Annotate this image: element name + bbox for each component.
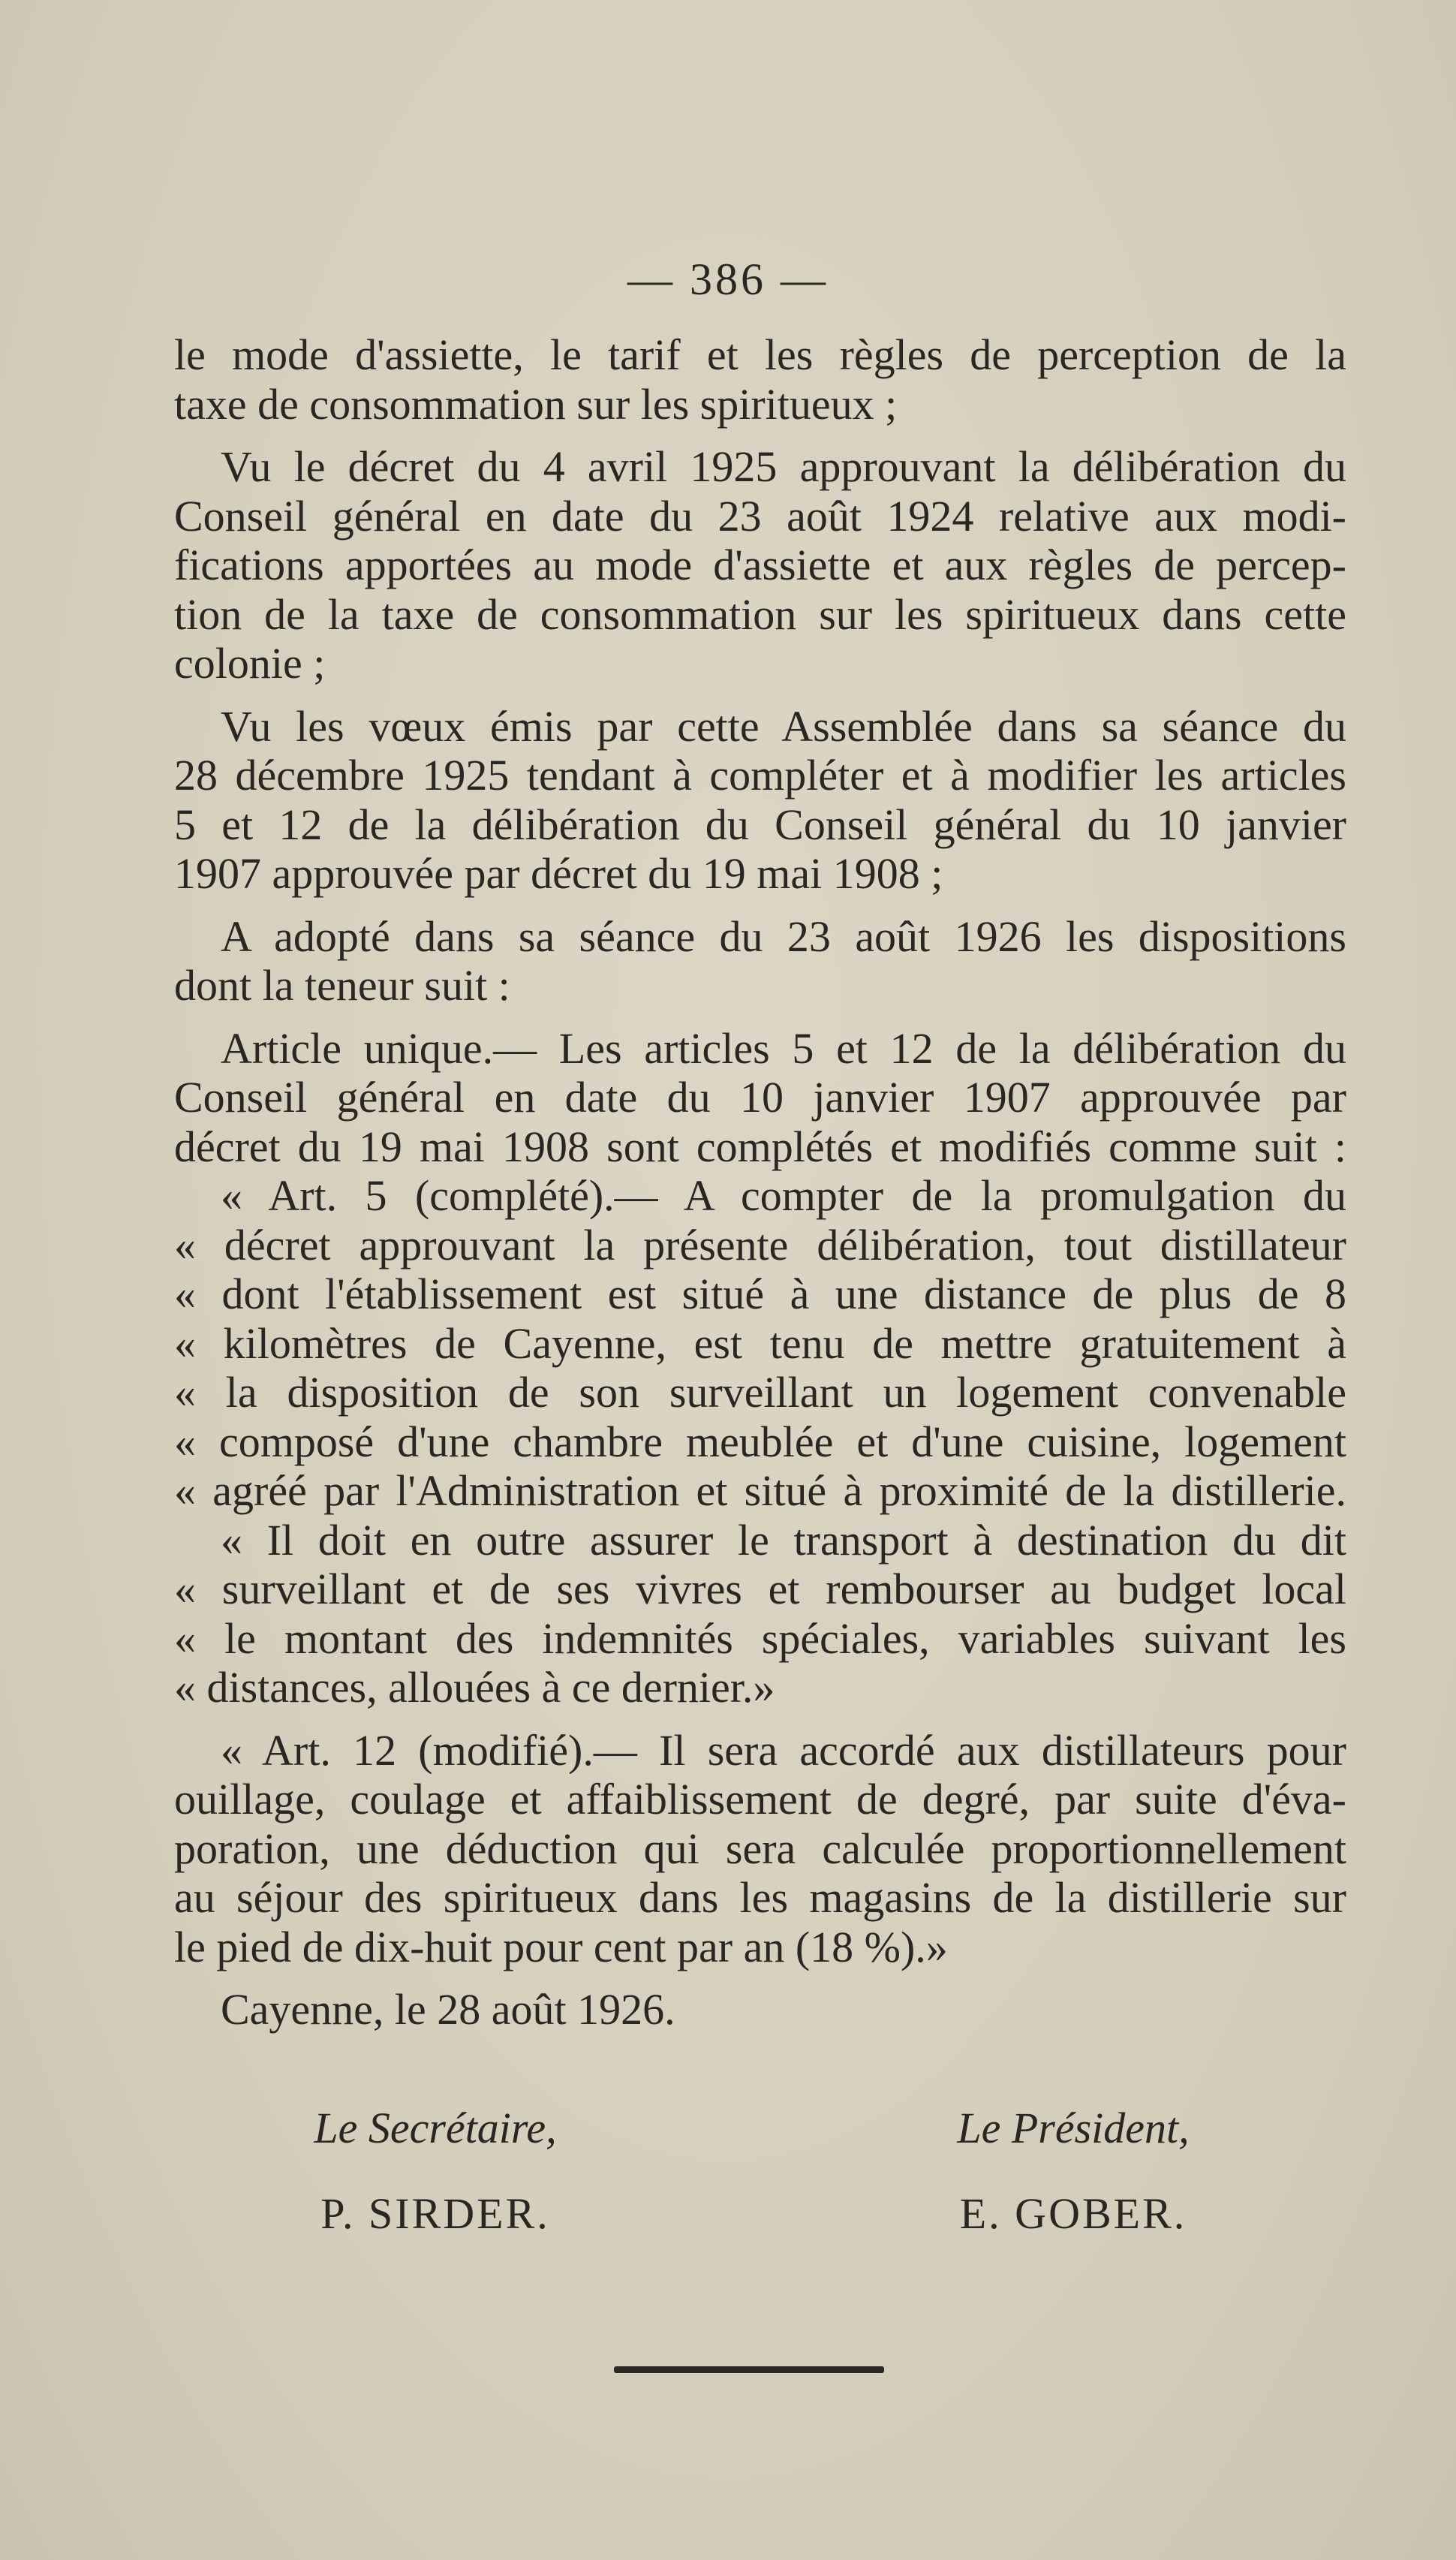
president-title: Le Président,	[957, 2104, 1190, 2152]
text-line: tion de la taxe de consommation sur les spiritueux dans cette	[174, 589, 1346, 639]
signature-president	[811, 2102, 1336, 2240]
text-line: 5 et 12 de la délibération du Conseil général du 10 janvier	[174, 800, 1346, 849]
text-line: « dont l'établissement est situé à une distance de plus de 8	[174, 1269, 1346, 1318]
text-line: A adopté dans sa séance du 23 août 1926 les dispositions	[221, 911, 1346, 961]
text-line: Vu le décret du 4 avril 1925 approuvant la délibération du	[221, 442, 1346, 491]
text-line: 28 décembre 1925 tendant à compléter et à modifier les articles	[174, 751, 1346, 800]
paragraph-voeux	[174, 702, 1346, 899]
text-line: Article unique.— Les articles 5 et 12 de la délibération du	[221, 1023, 1346, 1073]
text-line: décret du 19 mai 1908 sont complétés et modifiés comme suit :	[174, 1122, 1346, 1171]
text-line: dont la teneur suit :	[174, 961, 510, 1010]
text-line: fications apportées au mode d'assiette et aux règles de percep-	[174, 541, 1346, 589]
text-line: le pied de dix-huit pour cent par an (18 %).»	[174, 1922, 948, 1971]
text-line: 1907 approuvée par décret du 19 mai 1908 ;	[174, 849, 943, 898]
paragraph-intro	[174, 330, 1346, 429]
text-line: « la disposition de son surveillant un logement convenable	[174, 1368, 1346, 1417]
text-line: « le montant des indemnités spéciales, variables suivant les	[174, 1613, 1346, 1663]
text-line: le mode d'assiette, le tarif et les règles de perception de la	[174, 330, 1346, 379]
paragraph-adopte	[174, 912, 1346, 1010]
text-line: « Il doit en outre assurer le transport à destination du dit	[221, 1515, 1346, 1565]
signature-secretary	[173, 2102, 698, 2240]
paragraph-date-place	[174, 1985, 1346, 2034]
text-line: Conseil général en date du 10 janvier 1907 approuvée par	[174, 1073, 1346, 1122]
body-text	[174, 330, 1346, 2034]
president-name: E. GOBER.	[959, 2189, 1187, 2238]
text-line: « distances, allouées à ce dernier.»	[174, 1663, 775, 1712]
page-number: — 386 —	[627, 254, 829, 304]
closing-rule-divider	[614, 2366, 884, 2373]
text-line: ouillage, coulage et affaiblissement de degré, par suite d'éva-	[174, 1775, 1346, 1824]
text-line: Cayenne, le 28 août 1926.	[221, 1985, 675, 2034]
text-line: poration, une déduction qui sera calculée proportionnellement	[174, 1824, 1346, 1873]
text-line: au séjour des spiritueux dans les magasins de la distillerie sur	[174, 1873, 1346, 1922]
text-line: « surveillant et de ses vivres et rembourser au budget local	[174, 1565, 1346, 1613]
text-line: « agréé par l'Administration et situé à proximité de la distillerie.	[174, 1466, 1346, 1515]
secretary-name: P. SIRDER.	[320, 2189, 550, 2238]
secretary-title: Le Secrétaire,	[314, 2104, 557, 2152]
text-line: taxe de consommation sur les spiritueux ;	[174, 379, 898, 429]
text-line: « composé d'une chambre meublée et d'une cuisine, logement	[174, 1417, 1346, 1466]
text-line: colonie ;	[174, 639, 326, 688]
text-line: « décret approuvant la présente délibération, tout distillateur	[174, 1220, 1346, 1269]
paragraph-article-12	[174, 1726, 1346, 1972]
text-line: « Art. 5 (complété).— A compter de la promulgation du	[221, 1171, 1346, 1220]
text-line: Conseil général en date du 23 août 1924 relative aux modi-	[174, 491, 1346, 541]
paragraph-decret-1925	[174, 442, 1346, 688]
text-line: Vu les vœux émis par cette Assemblée dans sa séance du	[221, 701, 1346, 751]
text-line: « Art. 12 (modifié).— Il sera accordé aux distillateurs pour	[221, 1725, 1346, 1775]
text-line: « kilomètres de Cayenne, est tenu de mettre gratuitement à	[174, 1318, 1346, 1368]
paragraph-article-unique	[174, 1024, 1346, 1712]
